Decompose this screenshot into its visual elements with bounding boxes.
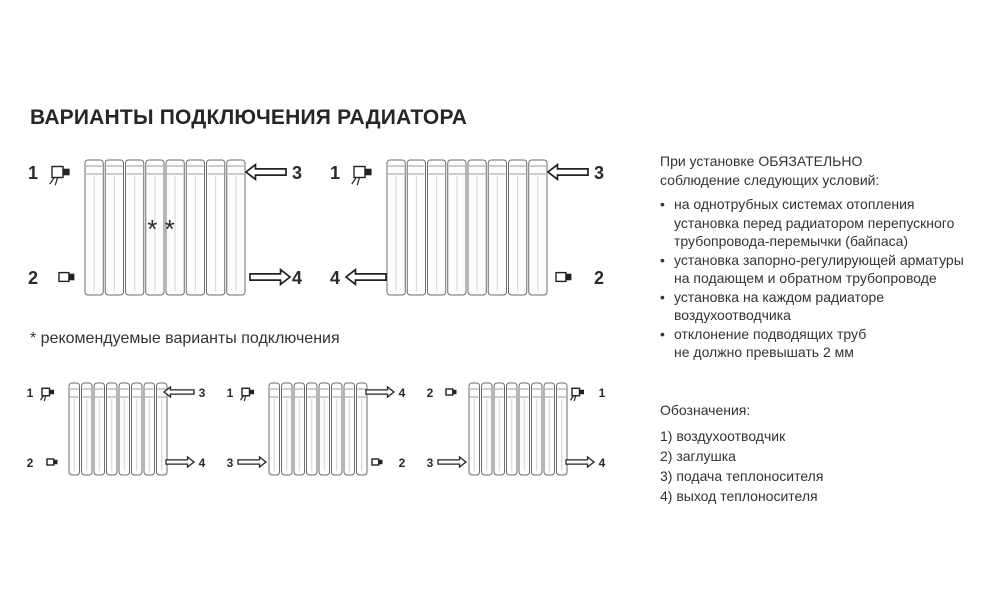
diagram-1 <box>24 150 314 305</box>
diagram-2 <box>326 150 616 305</box>
plug-cap <box>453 390 457 395</box>
valve-cap <box>63 169 70 176</box>
port-label-top-right: 1 <box>598 386 606 400</box>
requirement-line: на подающем и обратном трубопроводе <box>674 270 937 286</box>
flow-arrow-supply <box>438 457 466 467</box>
port-label-top-left: 2 <box>426 386 434 400</box>
diagram-3 <box>22 375 212 480</box>
valve-pin <box>574 396 576 401</box>
valve-pin <box>244 396 246 401</box>
air-vent-valve <box>241 388 255 401</box>
flow-arrow-supply <box>164 387 194 397</box>
end-plug <box>556 273 571 282</box>
plug-body <box>556 273 566 282</box>
valve-cap <box>365 169 372 176</box>
plug-cap <box>54 460 58 465</box>
requirement-line: • установка на каждом радиаторе <box>674 288 885 305</box>
plug-body <box>59 273 69 282</box>
port-label-bottom-left: 4 <box>329 268 341 288</box>
flow-arrow-return <box>566 457 594 467</box>
requirement-line: • отклонение подводящих труб <box>674 325 867 342</box>
requirement-line: не должно превышать 2 мм <box>674 344 854 360</box>
port-label-bottom-right: 4 <box>198 456 206 470</box>
port-label-bottom-left: 2 <box>27 268 39 288</box>
radiator <box>69 383 167 475</box>
port-label-top-left: 1 <box>27 163 39 183</box>
end-plug <box>372 459 383 465</box>
intro-line: соблюдение следующих условий: <box>660 171 880 188</box>
valve-cap <box>250 390 255 395</box>
port-label-top-right: 3 <box>593 163 605 183</box>
legend-item: 4) выход теплоносителя <box>660 488 818 504</box>
valve-cap <box>50 390 55 395</box>
legend <box>660 400 823 506</box>
valve-pin <box>44 396 46 401</box>
port-label-top-right: 4 <box>398 386 406 400</box>
plug-cap <box>379 460 383 465</box>
intro-line: При установке ОБЯЗАТЕЛЬНО <box>660 153 863 169</box>
plug-cap <box>69 274 75 281</box>
requirement-item <box>660 195 990 251</box>
diagram-4 <box>222 375 412 480</box>
end-plug <box>59 273 74 282</box>
valve-cap <box>580 390 585 395</box>
requirement-item <box>660 251 990 288</box>
valve-body <box>242 388 250 396</box>
port-label-top-left: 1 <box>226 386 234 400</box>
air-vent-valve <box>41 388 55 401</box>
flow-arrow-supply <box>548 165 588 180</box>
port-label-top-right: 3 <box>198 386 206 400</box>
legend-title: Обозначения: <box>660 402 751 418</box>
legend-item: 2) заглушка <box>660 448 736 464</box>
diagram-5 <box>422 375 612 480</box>
end-plug <box>446 389 457 395</box>
recommended-note: * рекомендуемые варианты подключения <box>30 330 340 347</box>
legend-item: 3) подача теплоносителя <box>660 468 824 484</box>
valve-pin <box>357 178 359 186</box>
requirement-line: • установка запорно-регулирующей арматуры <box>674 251 964 268</box>
air-vent-valve <box>352 167 372 186</box>
requirements-intro <box>660 152 990 189</box>
air-vent-valve <box>571 388 585 401</box>
port-label-top-left: 1 <box>26 386 34 400</box>
valve-pin <box>50 178 54 185</box>
port-label-bottom-left: 3 <box>426 456 434 470</box>
flow-arrow-supply <box>238 457 266 467</box>
port-label-bottom-right: 4 <box>598 456 606 470</box>
flow-arrow-return <box>166 457 194 467</box>
installation-requirements <box>660 152 990 362</box>
air-vent-valve <box>50 167 70 186</box>
requirement-item <box>660 288 990 325</box>
flow-arrow-return <box>366 387 394 397</box>
port-label-bottom-left: 3 <box>226 456 234 470</box>
legend-item: 1) воздухоотводчик <box>660 428 786 444</box>
port-label-top-left: 1 <box>329 163 341 183</box>
requirement-item <box>660 325 990 362</box>
valve-pin <box>352 178 356 185</box>
port-label-bottom-right: 2 <box>398 456 406 470</box>
port-label-bottom-left: 2 <box>26 456 34 470</box>
requirement-line: трубопровода-перемычки (байпаса) <box>674 233 909 249</box>
plug-body <box>372 459 379 465</box>
radiator <box>469 383 567 475</box>
page-title: ВАРИАНТЫ ПОДКЛЮЧЕНИЯ РАДИАТОРА <box>30 106 468 129</box>
port-label-top-right: 3 <box>291 163 303 183</box>
valve-body <box>52 167 63 178</box>
flow-arrow-return <box>346 270 386 285</box>
port-label-bottom-right: 4 <box>291 268 303 288</box>
flow-arrow-return <box>250 270 290 285</box>
recommended-mark: * * <box>147 214 175 244</box>
valve-body <box>42 388 50 396</box>
requirement-line: воздухоотводчика <box>674 307 791 323</box>
requirement-line: • на однотрубных системах отопления <box>674 196 915 212</box>
requirements-list <box>660 195 990 362</box>
radiator <box>269 383 367 475</box>
plug-body <box>47 459 54 465</box>
end-plug <box>47 459 58 465</box>
port-label-bottom-right: 2 <box>593 268 605 288</box>
plug-body <box>446 389 453 395</box>
flow-arrow-supply <box>246 165 286 180</box>
valve-body <box>354 167 365 178</box>
valve-body <box>572 388 580 396</box>
radiator <box>387 160 547 295</box>
requirement-line: установка перед радиатором перепускного <box>674 214 955 231</box>
plug-cap <box>566 274 572 281</box>
valve-pin <box>55 178 57 186</box>
